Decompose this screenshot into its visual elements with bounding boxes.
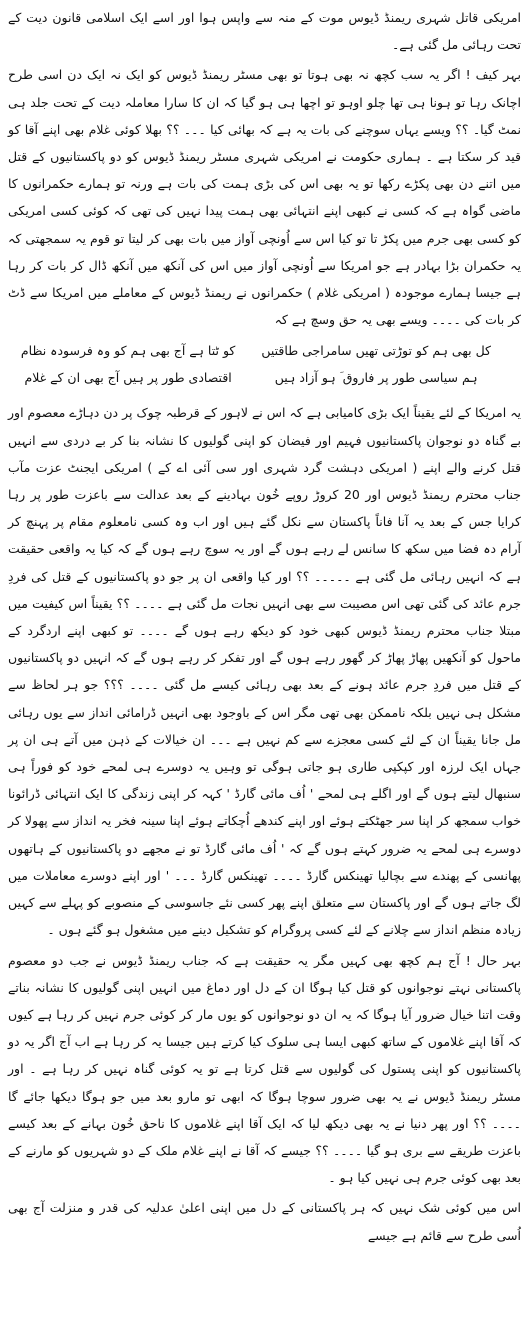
article-paragraph-3: یہ امریکا کے لئے یقیناً ایک بڑی کامیابی ہے کہ اس نے لاہور کے قرطبہ چوک پر دن دہاڑے معصوم اور بے گناہ دو نوجوان پاکستانیوں فہیم اور فیضان کو اپنی گولیوں کا نشانہ بنا کر بے دردی سے انہیں قتل کرنے والے اپنے ( امریکی دہشت گرد شہری اور سی آئی اے کے ) امریکی ایجنٹ عزت مآب جناب محترم ریمنڈ ڈیوس اور 20 کروڑ روپے خُون بہادینے کے بعد عدالت سے باعزت طور پر رہا کرایا جس کے بعد یہ آنا فاناً پاکستان سے نکل گئے ہیں اور اب وہ کسی نامعلوم مقام پر پہنچ کر آرام دہ فضا میں سکھ کا سانس لے رہے ہوں گے اور یہ سوچ رہے ہوں گے کہ کیا یہ واقعی حقیقت ہے کہ انہیں رہائی مل گئی ہے ۔۔۔۔۔ ؟؟ اور کیا واقعی ان پر جو دو پاکستانیوں کے قتل کی فردِ جرم عائد کی گئی تھی اس مصیبت سے بھی انہیں نجات مل گئی ہے ۔۔۔۔ ؟؟ یقیناً اس کیفیت میں مبتلا جناب محترم ریمنڈ ڈیوس کبھی خود کو دیکھ رہے ہوں گے ۔۔۔۔ تو کبھی اپنے اردگرد کے ماحول کو آنکھیں پھاڑ پھاڑ کر گھور رہے ہوں گے اور تفکر کر رہے ہوں گے کہ انہیں دو پاکستانیوں کے قتل میں فردِ جرم عائد ہونے کے بعد بھی رہائی کیسے مل گئی ۔۔۔۔ ؟؟؟ جو ہر لحاظ سے مشکل ہی نہیں بلکہ ناممکن بھی تھی مگر اس کے باوجود بھی انہیں ڈرامائی انداز سے یوں رہائی مل جانا یقیناً ان کے لئے کسی معجزے سے کم نہیں ہے ۔۔۔ ان خیالات کے ذہن میں آتے ہی ان پر جہاں ایک لرزہ اور کپکپی طاری ہو جاتی ہوگی تو وہیں یہ دوسرے ہی لمحے خود کو فوراً ہی سنبھال لیتے ہوں گے اور اگلے ہی لمحے ' اُف مائی گارڈ ' کہہ کر اپنی زندگی کا ایک انتہائی ڈرائونا خواب سمجھ کر اپنا سر جھٹکتے ہوئے اور اپنے کندھے اُچکاتے ہوئے اپنا سینہ فخر یہ انداز سے پھولا کر دوسرے ہی لمحے یہ ضرور کہتے ہوں گے کہ ' اُف مائی گارڈ تو نے مجھے دو پاکستانیوں کے ہاتھوں پھانسی کے پھندے سے بچالیا تھینکس گارڈ ۔۔۔۔ تھینکس گارڈ ۔۔۔ ' اور اپنے دوسرے معاملات میں لگ جاتے ہوں گے اور پاکستان سے متعلق اپنے پھر کسی نئے جاسوسی کے منصوبے کو پہلے سے کہیں زیادہ منظم انداز سے چلانے کے لئے کسی پروگرام کو تشکیل دینے میں مشغول ہو گئے ہوں ۔ (8, 405, 521, 938)
poem-line-4: اقتصادی طور پر ہیں آج بھی ان کے غلام (24, 370, 232, 386)
poem-block (20, 337, 491, 391)
poem-line-1: کل بھی ہم کو توڑتی تھیں سامراجی طاقتیں (261, 343, 491, 359)
article-paragraph-1: امریکی قاتل شہری ریمنڈ ڈیوس موت کے منہ سے واپس ہوا اور اسے ایک اسلامی قانون دیت کے تحت رہائی مل گئی ہے۔ (8, 10, 521, 53)
poem-line-3: ہم سیاسی طور پر فاروق ؔ ہو آزاد ہیں (274, 370, 478, 386)
poem-line-2: کو ٹتا ہے آج بھی ہم کو وہ فرسودہ نظام (20, 343, 236, 359)
article-paragraph-5: اس میں کوئی شک نہیں کہ ہر پاکستانی کے دل میں اپنی اعلیٰ عدلیہ کی قدر و منزلت آج بھی اُسی طرح سے قائم ہے جیسے (8, 1200, 521, 1243)
article-paragraph-2: بہر کیف ! اگر یہ سب کچھ نہ بھی ہوتا تو بھی مسٹر ریمنڈ ڈیوس کو ایک نہ ایک دن اسی طرح اچانک رہا تو ہونا ہی تھا چلو اوہو تو اچھا ہی ہو گیا کہ ان کا سارا معاملہ دیت کے تحت جلد ہی نمٹ گیا۔ ؟؟ ویسے یہاں سوچنے کی بات یہ ہے کہ بھائی کیا ۔۔۔ ؟؟ بھلا کوئی غلام بھی اپنے آقا کو قید کر سکتا ہے ۔ ہماری حکومت نے امریکی شہری مسٹر ریمنڈ ڈیوس کو دو پاکستانیوں کے قتل میں اتنے دن بھی پکڑے رکھا تو یہ بھی اس کی بڑی ہمت کی بات ہے ورنہ تو ہمارے حکمرانوں کا ماضی گواہ ہے کہ کسی نے کبھی اپنے انتہائی بھی ہمت پیدا نہیں کی تھی کہ کوئی کسی امریکی کو کسی بھی جرم میں پکڑ تا تو کیا اس سے اُونچی آواز میں بات بھی کر لیتا تو قوم یہ سمجھتی کہ یہ حکمران بڑا بہادر ہے جو امریکا سے اُونچی آواز میں اس کی آنکھ میں آنکھ ڈال کر بات کر رہا ہے جیسا ہمارے موجودہ ( امریکی غلام ) حکمرانوں نے ریمنڈ ڈیوس کے معاملے میں امریکا سے ڈٹ کر بات کی ۔۔۔۔ ویسے بھی یہ حق وسچ ہے کہ (8, 67, 521, 328)
article-paragraph-4: بہر حال ! آج ہم کچھ بھی کہیں مگر یہ حقیقت ہے کہ جناب ریمنڈ ڈیوس نے جب دو معصوم پاکستانی نہتے نوجوانوں کو قتل کیا ہوگا ان کے دل اور دماغ میں انہیں اپنی گولیوں کا نشانہ بناتے وقت اتنا خیال ضرور آیا ہوگا کہ یہ ان دو نوجوانوں کو یوں مار کر کوئی جرم نہیں کر رہا ہے کیوں کہ آقا اپنے غلاموں کے ساتھ کبھی ایسا ہی سلوک کیا کرتے ہیں جیسا یہ کر رہا ہے اب آج اگر یہ دو پاکستانیوں کو اپنی پستول کی گولیوں سے قتل کرتا ہے تو یہ کوئی گناہ نہیں کر رہا ہے ۔ اور مسٹر ریمنڈ ڈیوس نے یہ بھی ضرور سوچا ہوگا کہ ابھی تو مارو بعد میں جو ہوگا دیکھا جائے گا ۔۔۔۔ ؟؟ اور پھر دنیا نے یہ بھی دیکھ لیا کہ ایک آقا اپنے غلاموں کا ناحق خُون بہانے کے بعد کیسے باعزت طریقے سے بری ہو گیا ۔۔۔۔ ؟؟ جیسے کہ آقا نے اپنے غلام ملک کے دو شہریوں کو مارنے کے بعد بھی کوئی جرم ہی نہیں کیا ہو ۔ (8, 952, 521, 1186)
